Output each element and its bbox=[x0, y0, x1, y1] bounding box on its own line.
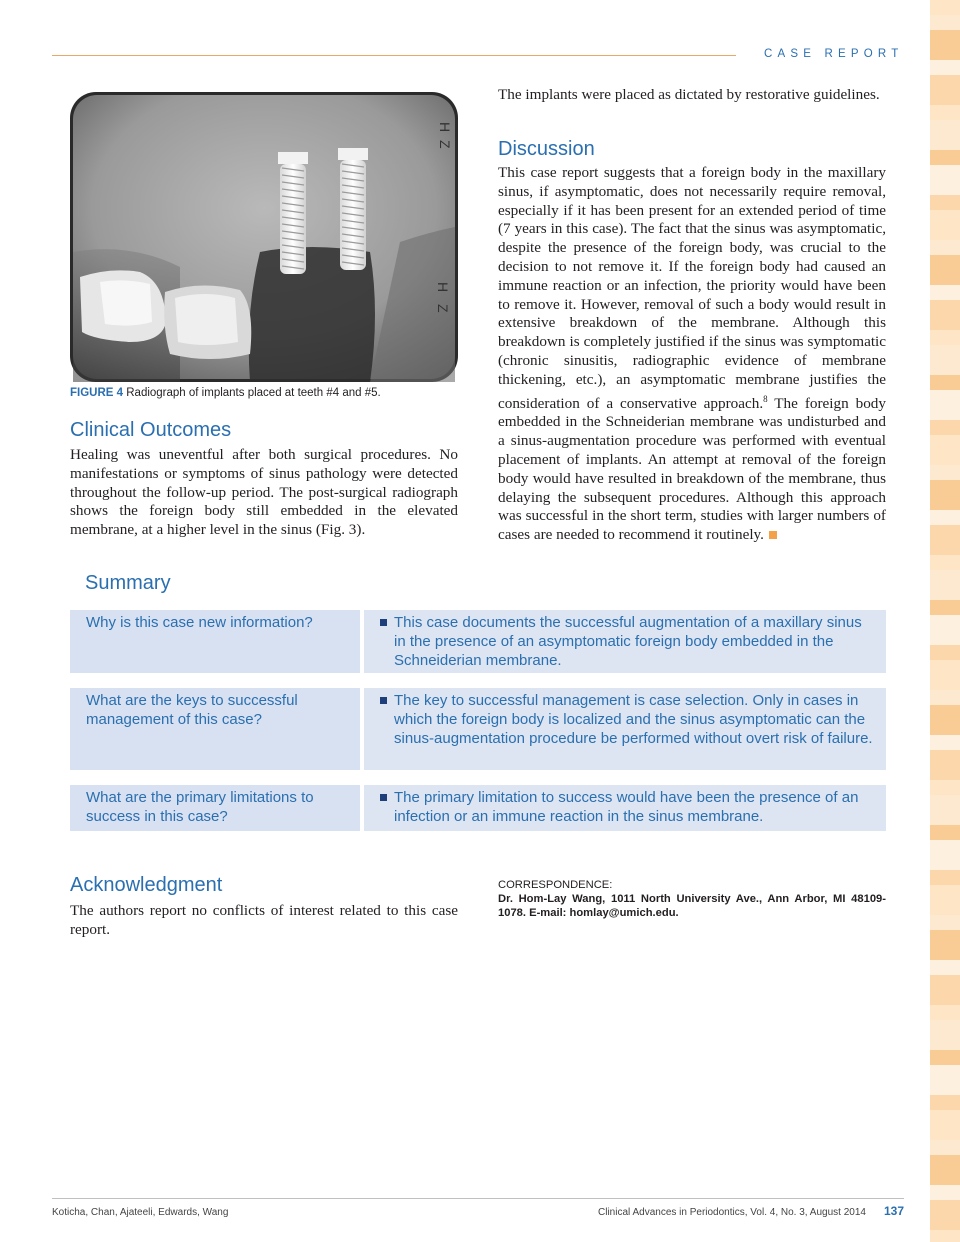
footer-journal: Clinical Advances in Periodontics, Vol. 4, No. 3, August 2014 bbox=[598, 1207, 866, 1218]
figure-caption-text: Radiograph of implants placed at teeth #4 and #5. bbox=[123, 387, 381, 399]
implants-placement-text: The implants were placed as dictated by restorative guidelines. bbox=[498, 86, 880, 103]
page-number: 137 bbox=[884, 1204, 905, 1218]
figure-label: FIGURE 4 bbox=[70, 387, 124, 399]
summary-answer bbox=[364, 785, 886, 831]
summary-answer-text: The key to successful management is case selection. Only in cases in which the foreign body is localized and the sinus asymptomatic can the sinus-augmentation procedure be performed without overt risk of failure. bbox=[394, 692, 873, 747]
summary-answer-text: This case documents the successful augmentation of a maxillary sinus in the presence of an asymptomatic foreign body embedded in the Schneiderian membrane. bbox=[394, 614, 862, 669]
correspondence-label: CORRESPONDENCE: bbox=[498, 879, 613, 891]
discussion-text-part1: This case report suggests that a foreign body in the maxillary sinus, if asymptomatic, does not necessarily require removal, especially if it has been present for an extended period of time (7 years in this case). The fact that the sinus was asymptomatic, despite the presence of the foreign body, was crucial to the decision to not remove it. If the foreign body had caused an immune reaction or an infection, the priority would have been to remove it. However, removal of such a body would result in extensive breakdown of the membrane. Although this breakdown is completely justified if the sinus was symptomatic (chronic sinusitis, radiographic evidence of membrane thickening, etc.), an asymptomatic membrane justifies the consideration of a conservative approach. bbox=[498, 164, 886, 412]
summary-row bbox=[70, 688, 886, 770]
discussion-heading: Discussion bbox=[498, 138, 595, 160]
footer-authors: Koticha, Chan, Ajateeli, Edwards, Wang bbox=[52, 1207, 229, 1218]
summary-question: Why is this case new information? bbox=[70, 610, 360, 673]
correspondence-block bbox=[498, 878, 886, 920]
summary-question: What are the keys to successful management of this case? bbox=[70, 688, 360, 770]
summary-answer bbox=[364, 688, 886, 770]
correspondence-text: Dr. Hom-Lay Wang, 1011 North University Ave., Ann Arbor, MI 48109-1078. E-mail: homlay@umich.edu. bbox=[498, 893, 886, 919]
decorative-side-strip bbox=[930, 0, 960, 1242]
figure-caption bbox=[70, 387, 470, 399]
summary-answer-text: The primary limitation to success would have been the presence of an infection or an immune reaction in the sinus membrane. bbox=[394, 789, 859, 825]
bullet-icon bbox=[380, 697, 387, 704]
reference-superscript: 8 bbox=[763, 393, 768, 404]
bullet-icon bbox=[380, 794, 387, 801]
discussion-text bbox=[498, 164, 886, 545]
clinical-outcomes-text: Healing was uneventful after both surgical procedures. No manifestations or symptoms of sinus pathology were detected throughout the follow-up period. The post-surgical radiograph shows the foreign body still embedded in the elevated membrane, at a higher level in the sinus (Fig. 3). bbox=[70, 446, 458, 539]
header-rule bbox=[52, 55, 736, 56]
summary-row bbox=[70, 610, 886, 673]
marker-letter: H bbox=[437, 122, 453, 133]
footer-rule bbox=[52, 1198, 904, 1199]
bullet-icon bbox=[380, 619, 387, 626]
acknowledgment-text: The authors report no conflicts of interest related to this case report. bbox=[70, 902, 458, 938]
summary-answer bbox=[364, 610, 886, 673]
marker-letter: Z bbox=[437, 140, 453, 149]
radiograph-image bbox=[70, 92, 458, 382]
summary-question: What are the primary limitations to success in this case? bbox=[70, 785, 360, 831]
marker-letter: Z bbox=[435, 304, 451, 313]
marker-letter: H bbox=[435, 282, 451, 293]
end-of-article-mark bbox=[769, 531, 777, 539]
radiograph-figure bbox=[70, 92, 458, 382]
summary-heading: Summary bbox=[85, 572, 171, 594]
summary-row bbox=[70, 785, 886, 831]
clinical-outcomes-heading: Clinical Outcomes bbox=[70, 419, 232, 441]
acknowledgment-heading: Acknowledgment bbox=[70, 874, 223, 896]
section-label: CASE REPORT bbox=[764, 48, 904, 60]
discussion-text-part2: The foreign body embedded in the Schneiderian membrane was undisturbed and a sinus-augmentation procedure was performed with eventual placement of implants. An attempt at removal of the foreign body would have resulted in breakdown of the membrane, thus delaying the subsequent procedures. Although this approach was successful in the short term, studies with larger numbers of cases are needed to recommend it routinely. bbox=[498, 394, 886, 544]
